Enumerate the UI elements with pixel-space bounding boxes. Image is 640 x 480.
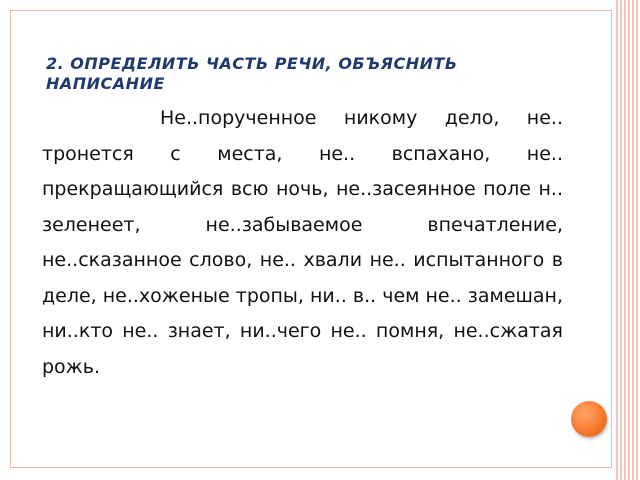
slide-title: 2. ОПРЕДЕЛИТЬ ЧАСТЬ РЕЧИ, ОБЪЯСНИТЬ НАПИСАНИЕ [46, 54, 458, 93]
exercise-text: Не..порученное никому дело, не.. тронется с места, не.. вспахано, не.. прекращающийся всю ночь, не..засеянное поле н.. зеленеет, не..забываемое впечатление, не..сказанное слово, не.. хвали не.. испытанного в деле, не..хоженые тропы, ни.. в.. чем не.. замешан, ни..кто не.. знает, ни..чего не.. помня, не..сжатая рожь. [42, 107, 563, 378]
orange-circle-icon [571, 401, 607, 437]
decorative-stripe-band [616, 0, 640, 480]
